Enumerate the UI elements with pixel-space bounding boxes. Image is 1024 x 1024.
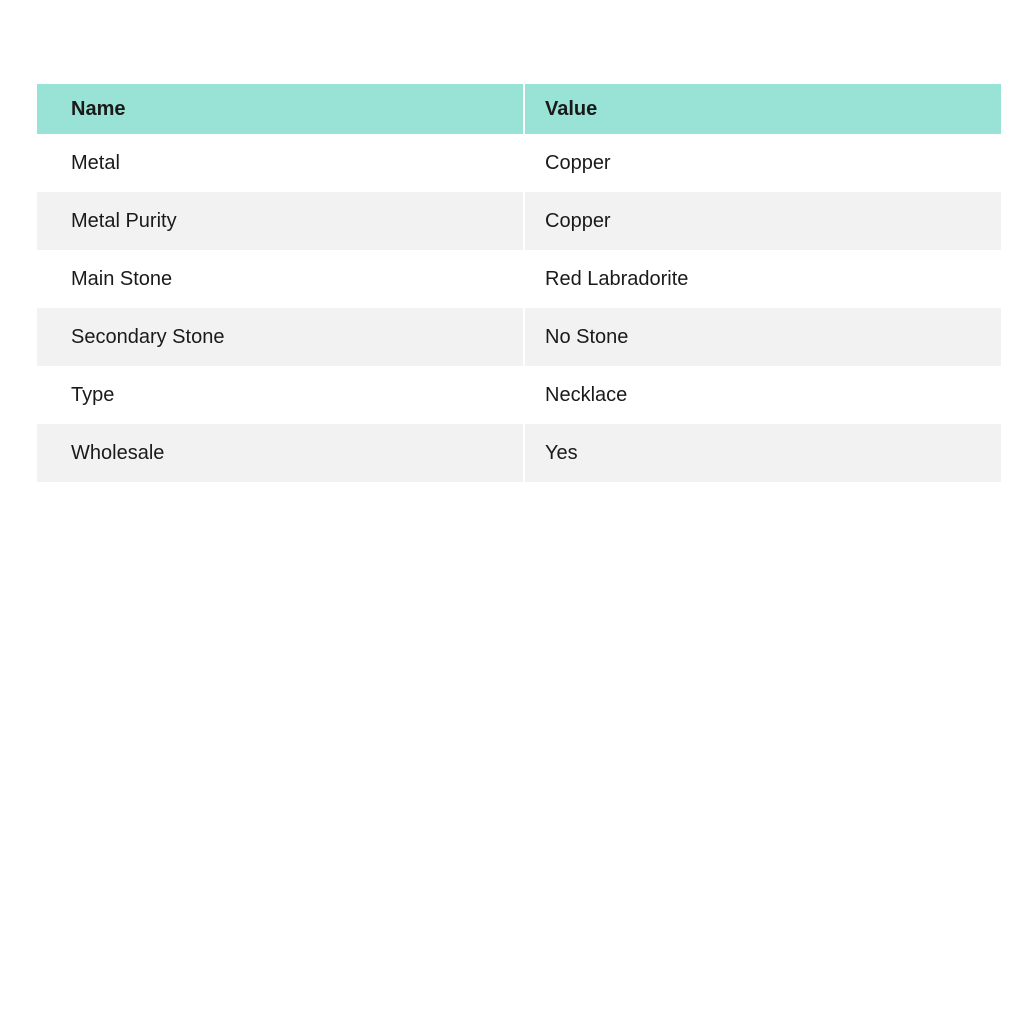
column-header-value: Value <box>545 98 598 120</box>
attributes-table <box>37 84 1001 482</box>
attribute-value: Copper <box>545 152 611 174</box>
table-row <box>37 308 1001 366</box>
attribute-name: Wholesale <box>37 424 525 482</box>
column-header-name: Name <box>37 84 525 134</box>
attribute-value: Copper <box>545 210 611 232</box>
attribute-value: Yes <box>545 442 578 464</box>
attribute-name: Secondary Stone <box>37 308 525 366</box>
attribute-value: No Stone <box>545 326 629 348</box>
table-row <box>37 250 1001 308</box>
table-row <box>37 134 1001 192</box>
attribute-value: Red Labradorite <box>545 268 689 290</box>
attribute-name: Type <box>37 366 525 424</box>
attribute-value: Necklace <box>545 384 628 406</box>
table-row <box>37 424 1001 482</box>
table-row <box>37 366 1001 424</box>
table-header-row <box>37 84 1001 134</box>
attribute-name: Metal <box>37 134 525 192</box>
attribute-name: Main Stone <box>37 250 525 308</box>
attribute-name: Metal Purity <box>37 192 525 250</box>
table-row <box>37 192 1001 250</box>
